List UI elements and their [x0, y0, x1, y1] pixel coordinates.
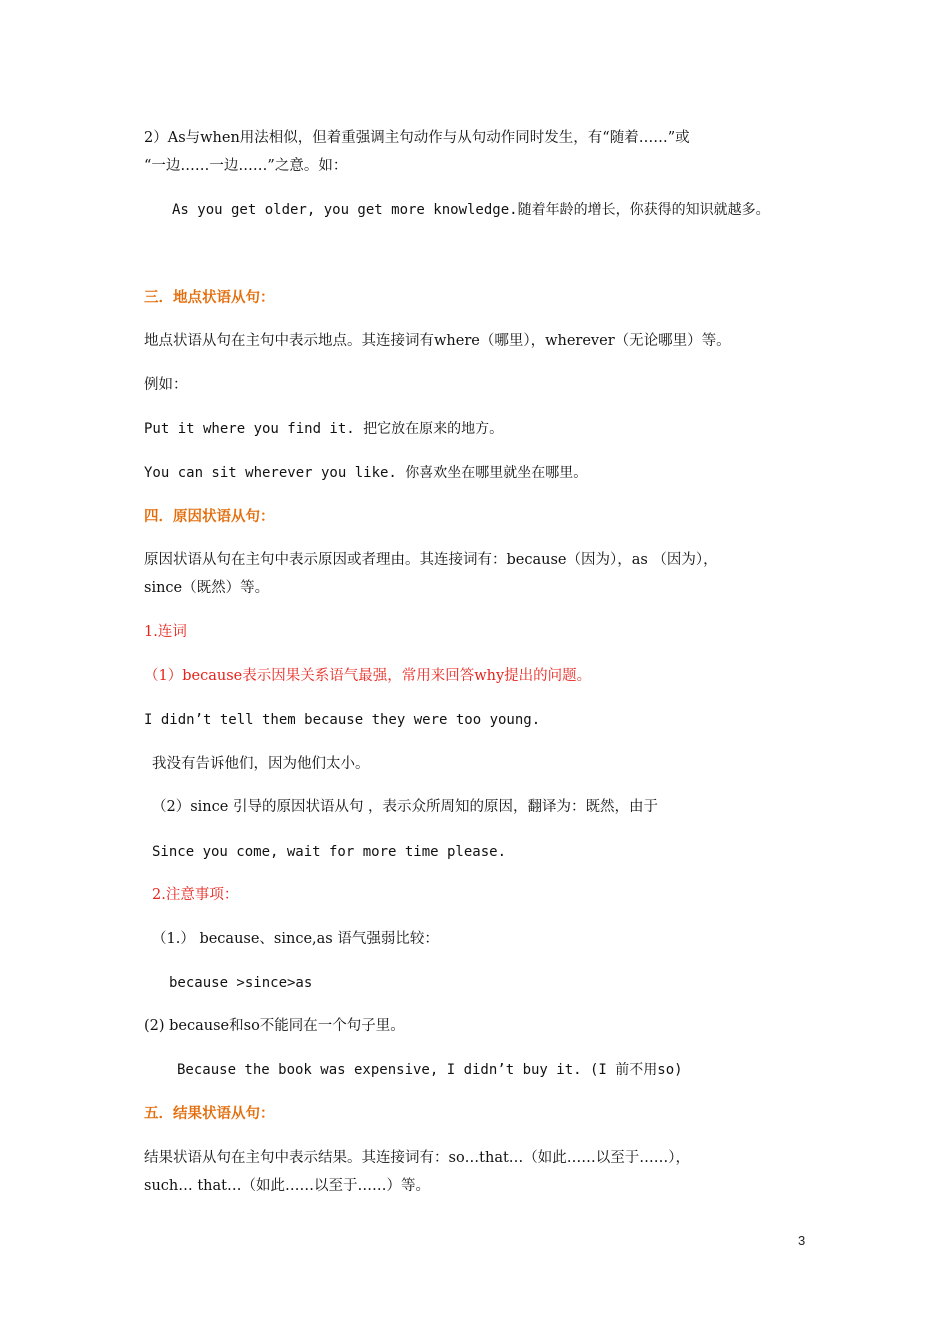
section5-description-1: 结果状语从句在主句中表示结果。其连接词有：so…that…（如此……以至于……），	[144, 1150, 691, 1166]
since-example: Since you come, wait for more time please.	[152, 844, 507, 860]
section5-description-2: such… that…（如此……以至于……）等。	[144, 1178, 430, 1194]
place-example-1: Put it where you find it. 把它放在原来的地方。	[144, 421, 504, 437]
section4-heading: 四．原因状语从句：	[144, 509, 275, 525]
because-rule: （1）because表示因果关系语气最强，常用来回答why提出的问题。	[144, 668, 592, 684]
section3-description: 地点状语从句在主句中表示地点。其连接词有where（哪里），wherever（无论哪里）等。	[144, 333, 731, 349]
subsection-conjunctions: 1.连词	[144, 624, 187, 640]
because-example-en: I didn’t tell them because they were too young.	[144, 712, 541, 728]
section4-description-2: since（既然）等。	[144, 580, 270, 596]
as-note-line-2: “一边……一边……”之意。如：	[144, 158, 348, 174]
section3-heading: 三．地点状语从句：	[144, 290, 275, 306]
section4-description-1: 原因状语从句在主句中表示原因或者理由。其连接词有：because（因为），as （因为），	[144, 552, 718, 568]
note-1-order: because >since>as	[169, 975, 313, 991]
because-example-cn: 我没有告诉他们，因为他们太小。	[152, 756, 370, 772]
place-example-2: You can sit wherever you like. 你喜欢坐在哪里就坐在哪里。	[144, 465, 588, 481]
note-2-example: Because the book was expensive, I didn’t buy it. (I 前不用so)	[177, 1062, 683, 1078]
as-note-line-1: 2）As与when用法相似，但着重强调主句动作与从句动作同时发生，有“随着……”或	[144, 130, 690, 146]
subsection-notes: 2.注意事项：	[152, 887, 239, 903]
note-1: （1.） because、since,as 语气强弱比较：	[152, 931, 439, 947]
example-label: 例如：	[144, 377, 188, 393]
note-2: (2) because和so不能同在一个句子里。	[144, 1018, 405, 1034]
since-rule: （2）since 引导的原因状语从句 ，表示众所周知的原因，翻译为：既然，由于	[152, 799, 659, 815]
page-number: 3	[798, 1233, 806, 1248]
as-example: As you get older, you get more knowledge.随着年龄的增长，你获得的知识就越多。	[172, 202, 770, 218]
section5-heading: 五．结果状语从句：	[144, 1106, 275, 1122]
